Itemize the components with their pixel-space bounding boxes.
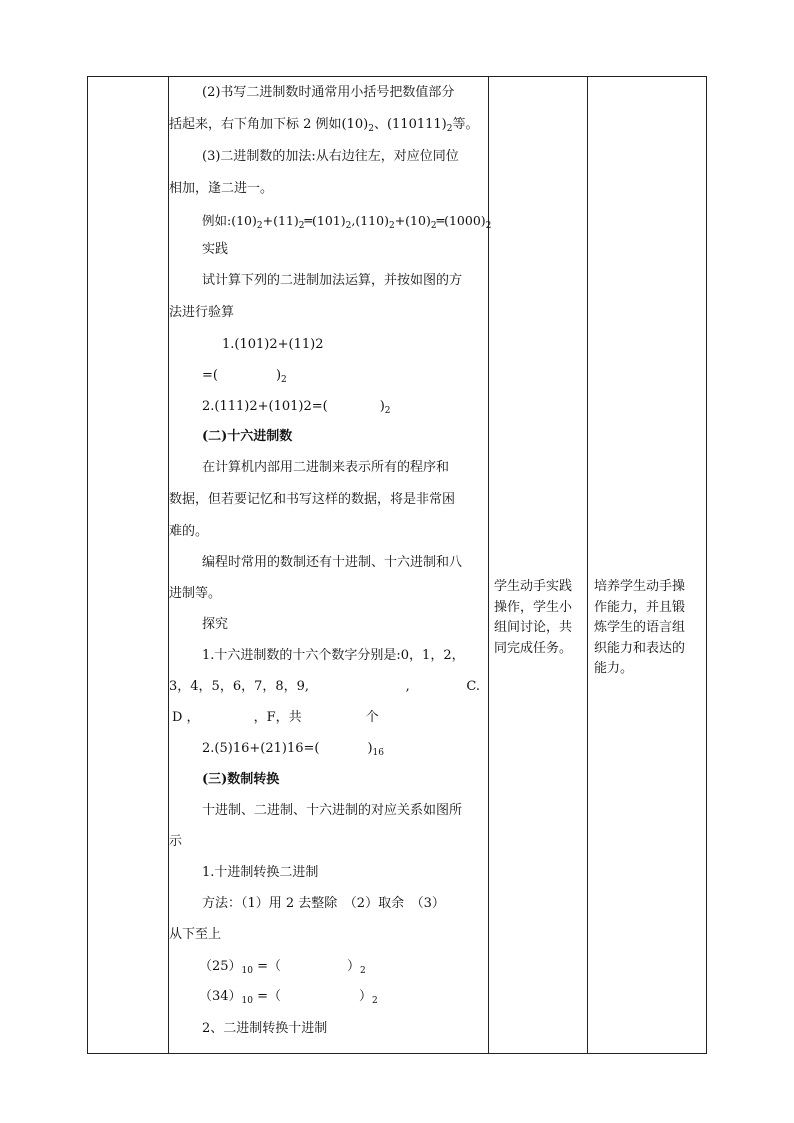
purpose-line: 能力。 xyxy=(594,661,634,676)
exercise-line: 1.(101)2+(11)2 xyxy=(222,337,324,352)
question-line: 2.(5)16+(21)16=( )$_{16}$ xyxy=(202,741,384,758)
purpose-line: 炼学生的语言组 xyxy=(594,620,686,635)
paragraph: 试计算下列的二进制加法运算，并按如图的方 xyxy=(202,273,463,288)
activity-line: 组间讨论，共 xyxy=(494,620,573,635)
lesson-table xyxy=(87,76,707,1054)
purpose-line: 织能力和表达的 xyxy=(594,640,686,656)
activity-line: 同完成任务。 xyxy=(494,640,573,656)
conversion-line: $(34)_{10}$ =（ ）$_2$ xyxy=(199,989,378,1006)
question-line: 1.十六进制数的十六个数字分别是:0，1，2， xyxy=(202,648,465,663)
subheading: 2、二进制转换十进制 xyxy=(202,1021,328,1036)
design-purpose-cell xyxy=(594,577,706,680)
section-label: 实践 xyxy=(202,242,229,257)
paragraph: (3)二进制数的加法:从右边往左，对应位同位 xyxy=(202,149,459,164)
section-heading: (三)数制转换 xyxy=(202,772,280,787)
subheading: 1.十进制转换二进制 xyxy=(202,865,319,880)
activity-line: 学生动手实践 xyxy=(494,579,573,594)
conversion-line: $(25)_{10}$ =（ ）$_2$ xyxy=(199,959,366,976)
activity-line: 操作，学生小 xyxy=(494,599,573,615)
student-activity-cell xyxy=(494,577,586,659)
paragraph: 法进行验算 xyxy=(169,305,235,320)
section-label: 探究 xyxy=(202,617,229,632)
teaching-content-cell xyxy=(169,77,492,1053)
paragraph: 括起来，右下角加下标 2 例如$(10)_2$、$(110111)_2$等。 xyxy=(169,117,479,134)
purpose-line: 作能力，并且锻 xyxy=(594,599,686,615)
question-line: D ， ，F，共 个 xyxy=(172,710,379,725)
paragraph: 数据，但若要记忆和书写这样的数据，将是非常困 xyxy=(169,492,456,507)
paragraph: 示 xyxy=(169,834,183,849)
exercise-line: =( )$_2$ xyxy=(202,368,287,385)
paragraph: 难的。 xyxy=(169,524,209,539)
section-heading: (二)十六进制数 xyxy=(202,429,293,444)
paragraph: (2)书写二进制数时通常用小括号把数值部分 xyxy=(202,85,455,100)
method-line: 从下至上 xyxy=(169,927,222,942)
paragraph: 编程时常用的数制还有十进制、十六进制和八 xyxy=(202,555,463,570)
example-line: 例如$:(10)_2+(11)_2═(101)_2,(110)_2+(10)_2═(1000)_2$ xyxy=(202,213,492,231)
paragraph: 在计算机内部用二进制来表示所有的程序和 xyxy=(202,460,450,475)
method-line: 方法：（1）用 2 去整除 （2）取余 （3） xyxy=(202,896,445,911)
column-divider xyxy=(587,77,588,1053)
paragraph: 相加，逢二进一。 xyxy=(169,181,274,196)
purpose-line: 培养学生动手操 xyxy=(594,579,686,594)
paragraph: 十进制、二进制、十六进制的对应关系如图所 xyxy=(202,803,463,818)
exercise-line: 2.(111)2+(101)2=( )$_2$ xyxy=(202,399,391,416)
paragraph: 进制等。 xyxy=(169,586,222,601)
question-line: 3，4，5，6，7，8，9, , C. xyxy=(169,679,480,694)
